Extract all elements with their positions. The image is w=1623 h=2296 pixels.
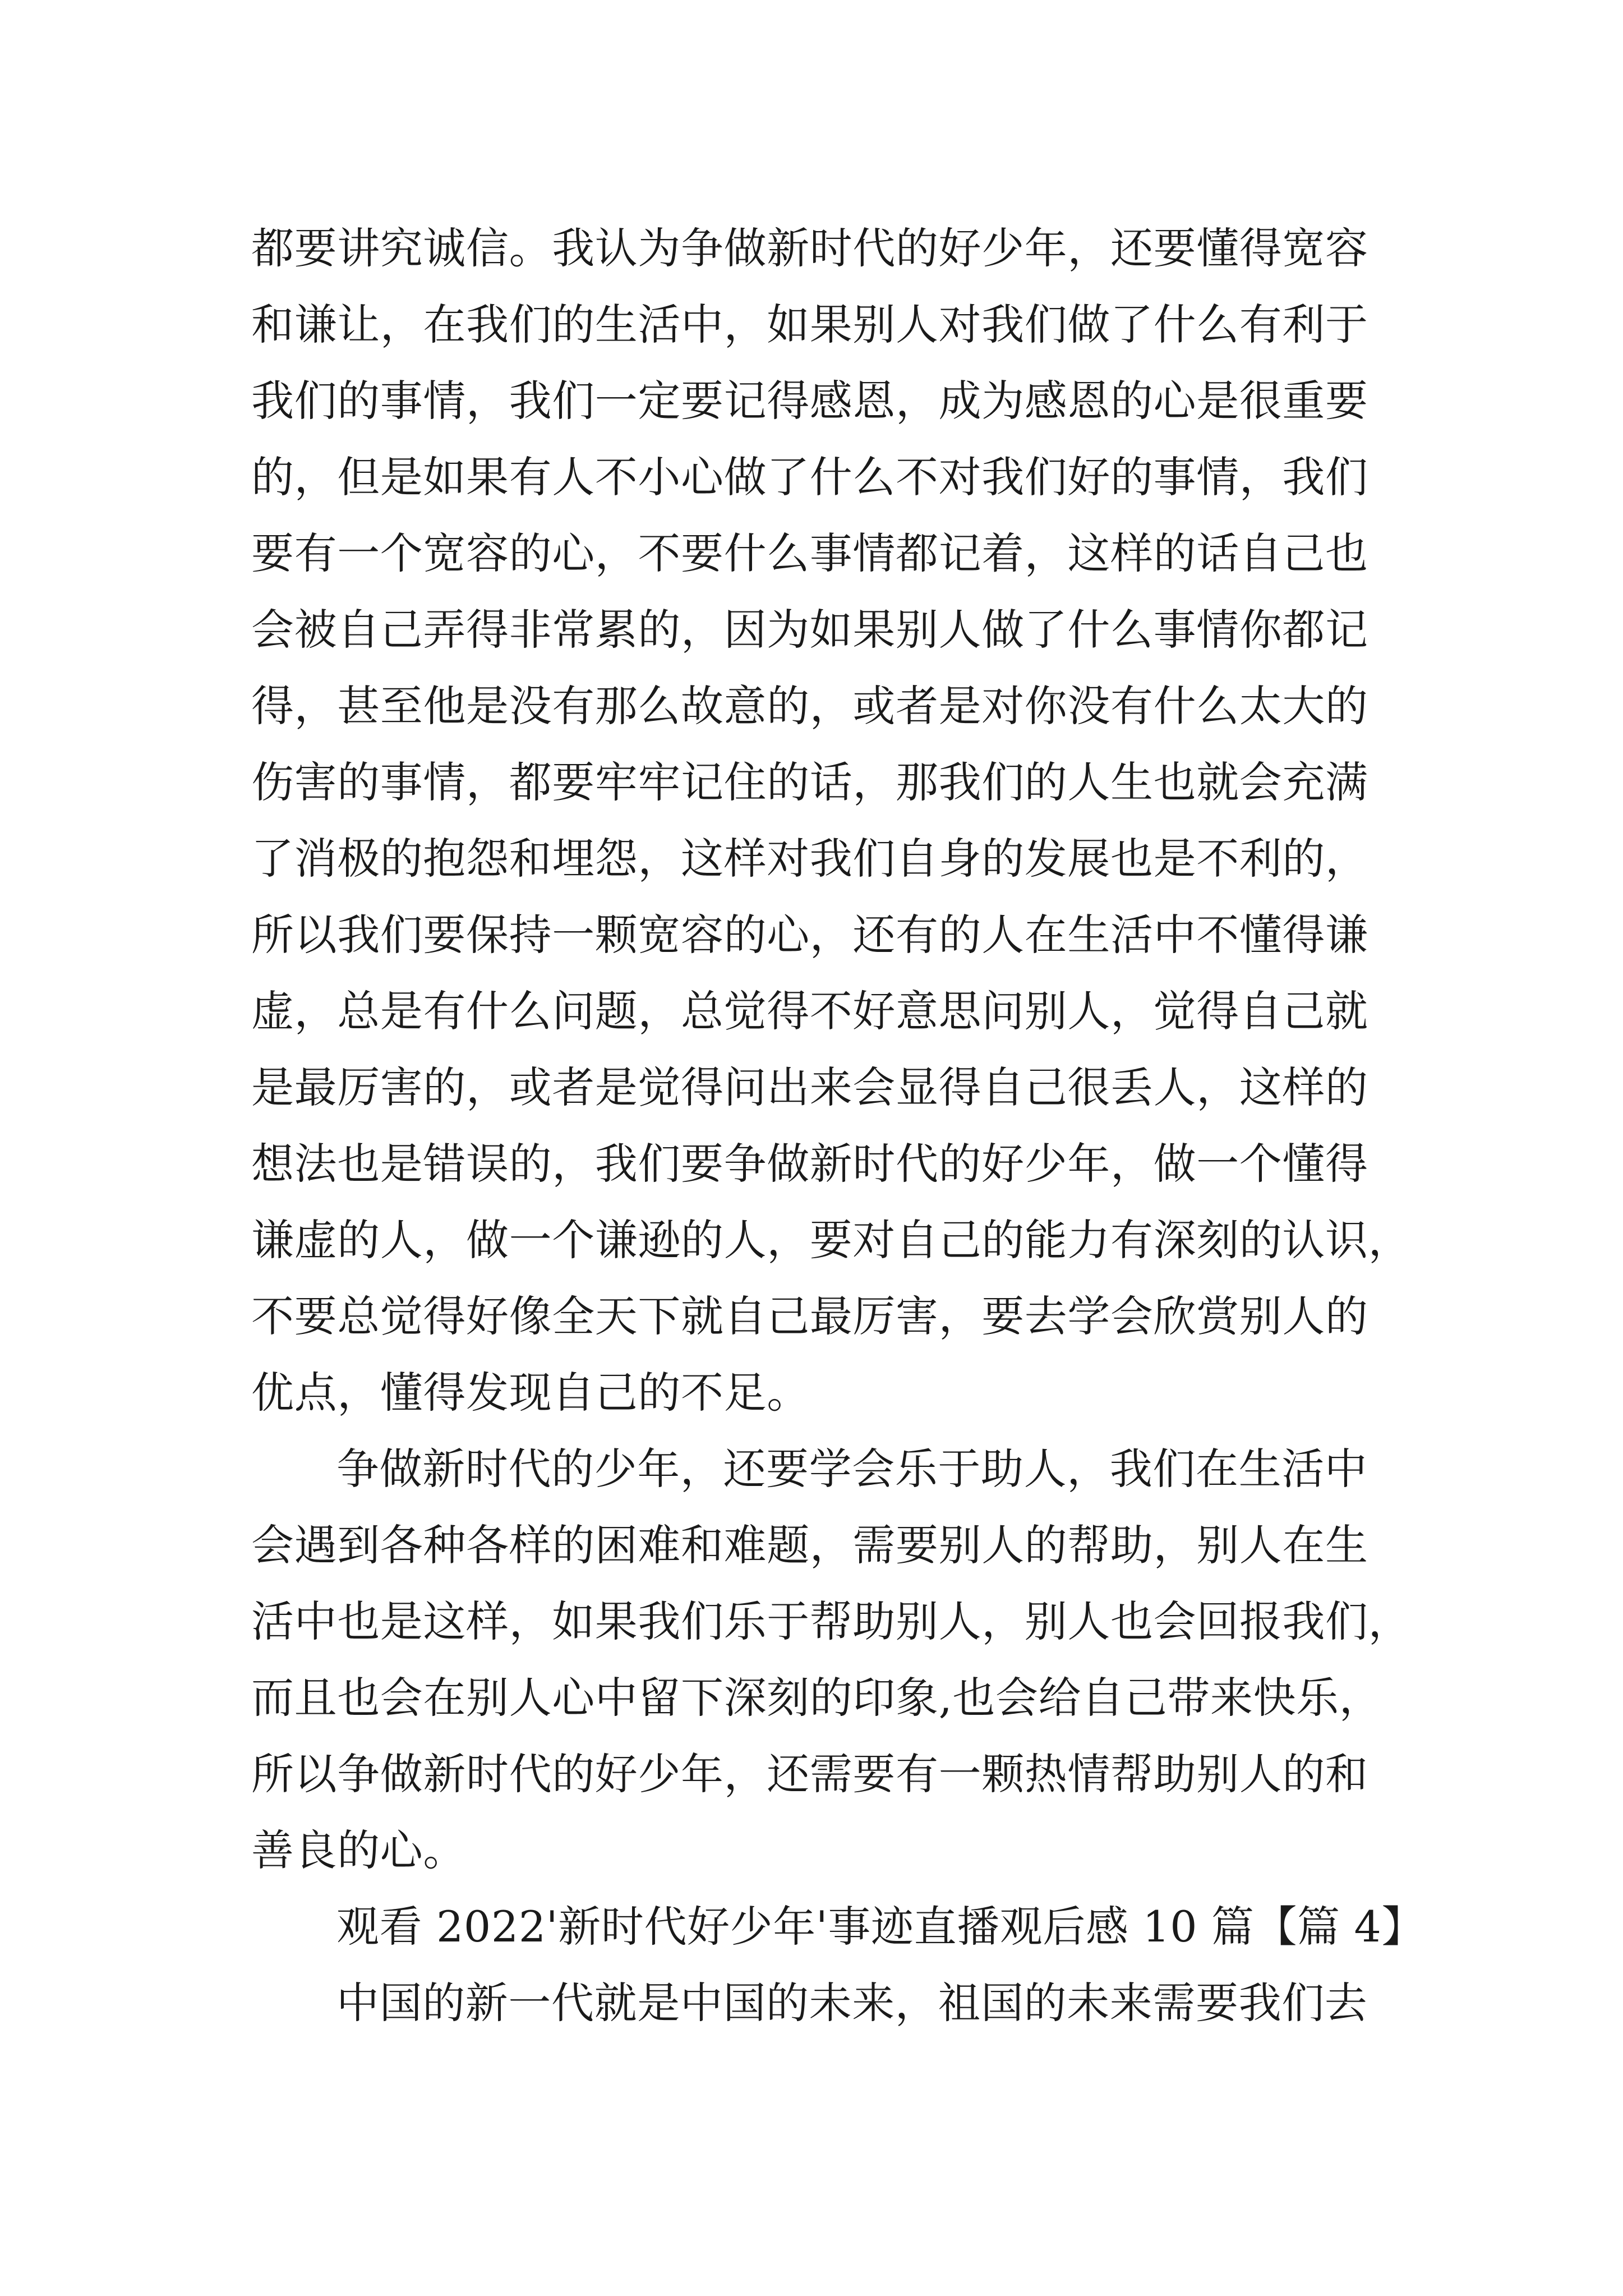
text-line: 我们的事情，我们一定要记得感恩，成为感恩的心是很重要 [251, 376, 1368, 426]
text-line: 所以争做新时代的好少年，还需要有一颗热情帮助别人的和 [251, 1749, 1368, 1799]
text-line: 和谦让，在我们的生活中，如果别人对我们做了什么有利于 [251, 300, 1368, 349]
text-line: 得，甚至他是没有那么故意的，或者是对你没有什么太大的 [251, 681, 1368, 731]
text-line: 会遇到各种各样的困难和难题，需要别人的帮助，别人在生 [251, 1520, 1368, 1570]
text-line: 活中也是这样，如果我们乐于帮助别人，别人也会回报我们， [251, 1596, 1412, 1646]
text-line: 会被自己弄得非常累的，因为如果别人做了什么事情你都记 [251, 605, 1368, 655]
text-line: 优点，懂得发现自己的不足。 [251, 1368, 810, 1418]
text-line: 虚，总是有什么问题，总觉得不好意思问别人，觉得自己就 [251, 986, 1368, 1036]
text-line: 伤害的事情，都要牢牢记住的话，那我们的人生也就会充满 [251, 757, 1368, 807]
body-text [251, 210, 1425, 2041]
text-line: 都要讲究诚信。我认为争做新时代的好少年，还要懂得宽容 [251, 223, 1368, 273]
text-line: 不要总觉得好像全天下就自己最厉害，要去学会欣赏别人的 [251, 1291, 1368, 1341]
text-line: 想法也是错误的，我们要争做新时代的好少年，做一个懂得 [251, 1139, 1368, 1189]
text-line: 要有一个宽容的心，不要什么事情都记着，这样的话自己也 [251, 528, 1368, 578]
text-line: 是最厉害的，或者是觉得问出来会显得自己很丢人，这样的 [251, 1062, 1368, 1112]
text-line: 所以我们要保持一颗宽容的心，还有的人在生活中不懂得谦 [251, 910, 1368, 960]
text-line: 的，但是如果有人不小心做了什么不对我们好的事情，我们 [251, 452, 1368, 502]
section-heading: 观看 2022'新时代好少年'事迹直播观后感 10 篇【篇 4】 [336, 1902, 1425, 1952]
text-line: 而且也会在别人心中留下深刻的印象,也会给自己带来快乐， [251, 1673, 1382, 1723]
text-line: 谦虚的人，做一个谦逊的人，要对自己的能力有深刻的认识， [251, 1215, 1412, 1265]
paragraph-start-line: 中国的新一代就是中国的未来，祖国的未来需要我们去 [336, 1978, 1368, 2028]
text-line: 善良的心。 [251, 1825, 466, 1875]
text-line: 了消极的抱怨和埋怨，这样对我们自身的发展也是不利的， [251, 834, 1368, 884]
paragraph-start-line: 争做新时代的少年，还要学会乐于助人，我们在生活中 [336, 1444, 1368, 1494]
